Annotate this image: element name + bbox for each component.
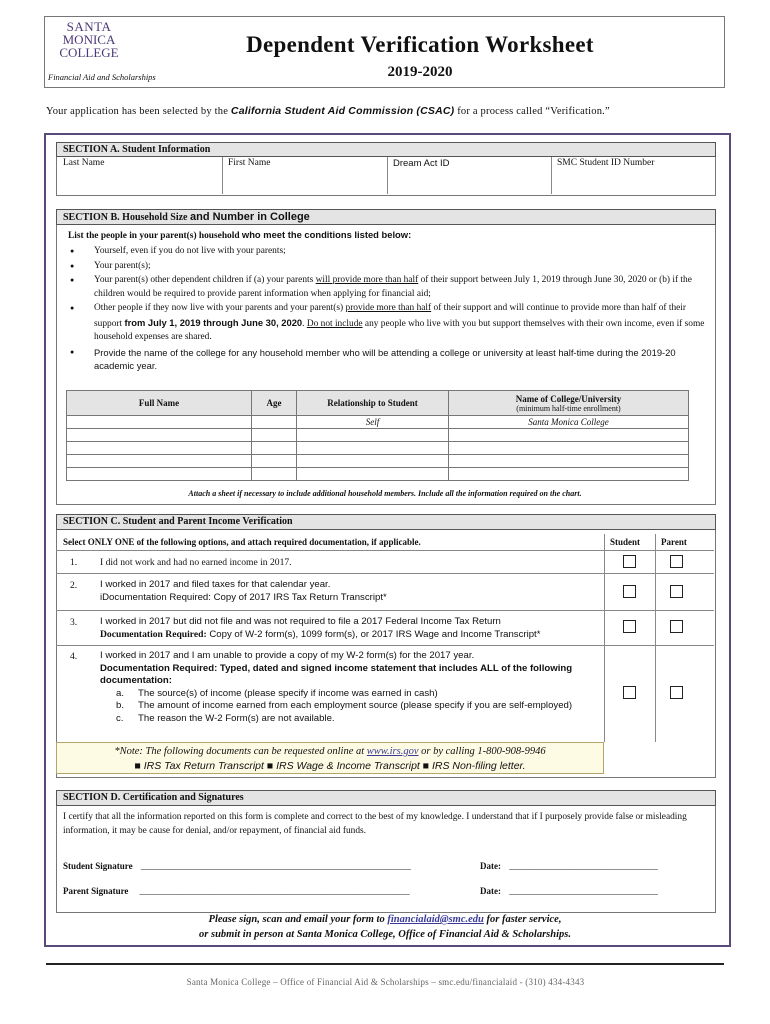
col-relationship: Relationship to Student (297, 391, 449, 416)
section-b-instruction (68, 229, 411, 241)
bullet-text: Yourself, even if you do not live with your parents; (94, 246, 286, 256)
college-header: Name of College/University (515, 393, 622, 404)
student-checkbox-4[interactable] (623, 686, 636, 699)
table-cell[interactable] (449, 429, 689, 442)
divider (387, 157, 388, 194)
footer-text: Santa Monica College – Office of Financial Aid & Scholarships – smc.edu/financialaid - (310) 434-4343 (186, 977, 585, 987)
sub-item (100, 688, 620, 701)
logo-line-2: MONICA (62, 32, 116, 47)
table-cell[interactable] (297, 468, 449, 481)
list-item (68, 274, 708, 301)
section-b-heading-a: SECTION B. Household Size (63, 212, 190, 223)
table-cell[interactable] (252, 442, 297, 455)
bullet-text: Your parent(s) other dependent children if (a) your parents (94, 275, 316, 285)
select-one-instruction: Select ONLY ONE of the following options, and attach required documentation, if applicable. (63, 537, 421, 547)
intro-agency: California Student Aid Commission (CSAC) (230, 105, 455, 117)
option-text (100, 616, 660, 641)
parent-checkbox-3[interactable] (670, 620, 683, 633)
parent-checkbox-4[interactable] (670, 686, 683, 699)
household-table (66, 390, 689, 481)
option-4-line-b: Documentation Required: Typed, dated and signed income statement that includes ALL of the following documentation: (100, 662, 573, 686)
option-number: 2. (70, 580, 78, 591)
logo-subtitle: Financial Aid and Scholarships (48, 72, 156, 82)
student-checkbox-2[interactable] (623, 585, 636, 598)
instruction-a: List the people in your parent(s) household (68, 231, 242, 241)
option-2-line-b: iDocumentation Required: Copy of 2017 IRS Tax Return Transcript* (100, 591, 387, 603)
bullet-text: Provide the name of the college for any household member who will be attending a college or university at least half-time during the 2019-20 academic year. (94, 346, 676, 371)
col-student-label: Student (610, 537, 641, 547)
table-footnote: Attach a sheet if necessary to include additional household members. Include all the information required on the chart. (188, 489, 582, 498)
household-conditions-list (68, 245, 708, 374)
logo-line-3: COLLEGE (59, 45, 119, 60)
table-cell[interactable] (67, 468, 252, 481)
list-item (68, 260, 708, 274)
option-4 (56, 645, 714, 743)
option-3-doc-text: Copy of W-2 form(s), 1099 form(s), or 2017 IRS Wage and Income Transcript* (206, 628, 541, 640)
college-smc: Santa Monica College (449, 416, 689, 429)
note-line-2: ■ IRS Tax Return Transcript ■ IRS Wage & Income Transcript ■ IRS Non-filing letter. (134, 760, 526, 772)
list-item (68, 245, 708, 259)
option-2 (56, 573, 714, 610)
option-3 (56, 610, 714, 647)
bullet-text: . (302, 318, 307, 329)
parent-signature-label: Parent Signature (63, 886, 129, 896)
closing-line-2: or submit in person at Santa Monica College, Office of Financial Aid & Scholarships. (199, 929, 571, 940)
sub-item (100, 713, 620, 726)
option-3-doc-label: Documentation Required: (100, 628, 207, 640)
sub-letter: c. (116, 712, 124, 724)
school-year: 2019-2020 (387, 64, 453, 80)
table-cell[interactable] (449, 455, 689, 468)
option-number: 1. (70, 557, 78, 568)
bullet-text: Do not include (306, 318, 363, 329)
email-link[interactable]: financialaid@smc.edu (387, 914, 484, 925)
bullet-text: any people who live with you but support themselves with their own income, even if some household expenses are shared. (94, 318, 705, 342)
sub-item (100, 700, 620, 713)
table-cell[interactable] (67, 429, 252, 442)
table-cell[interactable] (297, 442, 449, 455)
table-cell[interactable] (67, 442, 252, 455)
college-logo (54, 20, 124, 66)
table-cell[interactable] (67, 455, 252, 468)
bullet-text: of their support and will continue to provide more than half of their support (94, 303, 687, 329)
divider (551, 157, 552, 194)
intro-after: for a process called “Verification.” (454, 106, 610, 117)
list-item (68, 346, 708, 373)
parent-date-line[interactable]: _________________________________ (509, 886, 658, 896)
college-subheader: (minimum half-time enrollment) (516, 403, 621, 413)
closing-line-1a: Please sign, scan and email your form to (208, 914, 388, 925)
sub-letter: b. (116, 700, 125, 711)
col-full-name: Full Name (67, 391, 252, 416)
table-cell[interactable] (297, 455, 449, 468)
sub-text: The source(s) of income (please specify if income was earned in cash) (138, 687, 438, 699)
sub-text: The amount of income earned from each employment source (please specify if you are self-employed) (138, 700, 573, 711)
bullet-text: Your parent(s); (94, 260, 151, 271)
student-checkbox-3[interactable] (623, 620, 636, 633)
option-text (100, 650, 620, 725)
col-parent-label: Parent (661, 537, 687, 547)
closing-line-1b: for faster service, (483, 914, 562, 925)
section-c-heading: SECTION C. Student and Parent Income Verification (56, 514, 716, 530)
intro-text (46, 105, 736, 117)
student-signature-label: Student Signature (63, 861, 133, 871)
parent-signature-line[interactable]: ____________________________________________________________ (139, 886, 410, 896)
field-smc-id[interactable]: SMC Student ID Number (557, 158, 655, 168)
option-number: 4. (70, 651, 78, 662)
table-cell[interactable] (252, 455, 297, 468)
table-cell[interactable] (252, 416, 297, 429)
section-a-heading: SECTION A. Student Information (56, 142, 716, 157)
parent-signature-row (63, 886, 410, 896)
section-b-heading-b: and Number in College (189, 211, 310, 223)
parent-checkbox-2[interactable] (670, 585, 683, 598)
table-cell[interactable] (67, 416, 252, 429)
intro-before: Your application has been selected by the (46, 106, 231, 117)
option-3-line-a: I worked in 2017 but did not file and was not required to file a 2017 Federal Income Tax Return (100, 616, 501, 627)
section-b-heading (56, 209, 716, 225)
instruction-b: who meet the conditions listed below: (241, 229, 412, 240)
option-number: 3. (70, 617, 78, 628)
section-d-heading: SECTION D. Certification and Signatures (56, 790, 716, 806)
student-signature-line[interactable]: ____________________________________________________________ (140, 861, 411, 871)
bullet-text: provide more than half (345, 303, 432, 313)
field-first-name[interactable]: First Name (228, 158, 271, 168)
sub-text: The reason the W-2 Form(s) are not available. (138, 712, 335, 724)
student-date-label: Date: (480, 861, 501, 871)
student-checkbox-1[interactable] (623, 555, 636, 568)
logo-line-1: SANTA (66, 19, 112, 34)
note-text-b: or by calling 1-800-908-9946 (418, 746, 546, 757)
student-date-row (480, 861, 658, 871)
col-college (449, 391, 689, 416)
divider (222, 157, 223, 194)
footer-rule (46, 963, 724, 965)
list-item (68, 302, 708, 345)
table-cell[interactable] (252, 468, 297, 481)
col-age: Age (252, 391, 297, 416)
bullet-text: of their support between July 1, 2019 through June 30, 2020 or (b) if the children would be required to provide parent information when applying for financial aid; (94, 275, 692, 299)
bullet-text: Other people if they now live with your parents and your parent(s) (94, 303, 346, 313)
table-cell[interactable] (449, 442, 689, 455)
parent-date-row (480, 886, 658, 896)
page-title: Dependent Verification Worksheet (246, 32, 594, 57)
parent-date-label: Date: (480, 886, 501, 896)
parent-checkbox-1[interactable] (670, 555, 683, 568)
note-text-a: *Note: The following documents can be requested online at (114, 746, 367, 757)
sub-letter: a. (116, 687, 125, 699)
option-text (100, 579, 600, 604)
student-signature-row (63, 861, 411, 871)
table-cell[interactable] (449, 468, 689, 481)
closing-text (56, 912, 714, 942)
table-cell[interactable] (252, 429, 297, 442)
field-last-name[interactable]: Last Name (63, 158, 105, 168)
certification-text: I certify that all the information reported on this form is complete and correct to the best of my knowledge. I understand that if I purposely provide false or misleading information, it may be cause for denial, and/or repayment, of financial aid funds. (63, 812, 687, 836)
option-1 (56, 550, 714, 573)
field-dream-act-id[interactable]: Dream Act ID (393, 158, 450, 169)
irs-note-box (56, 742, 604, 774)
student-date-line[interactable]: _________________________________ (509, 861, 658, 871)
irs-link[interactable]: www.irs.gov (366, 746, 419, 757)
option-4-line-a: I worked in 2017 and I am unable to provide a copy of my W-2 form(s) for the 2017 year. (100, 650, 475, 661)
table-cell[interactable] (297, 429, 449, 442)
option-2-line-a: I worked in 2017 and filed taxes for that calendar year. (100, 579, 331, 590)
relationship-self: Self (297, 416, 449, 429)
bullet-text: will provide more than half (315, 275, 419, 285)
option-text: I did not work and had no earned income in 2017. (100, 557, 292, 568)
bullet-text: from July 1, 2019 through June 30, 2020 (124, 316, 303, 328)
